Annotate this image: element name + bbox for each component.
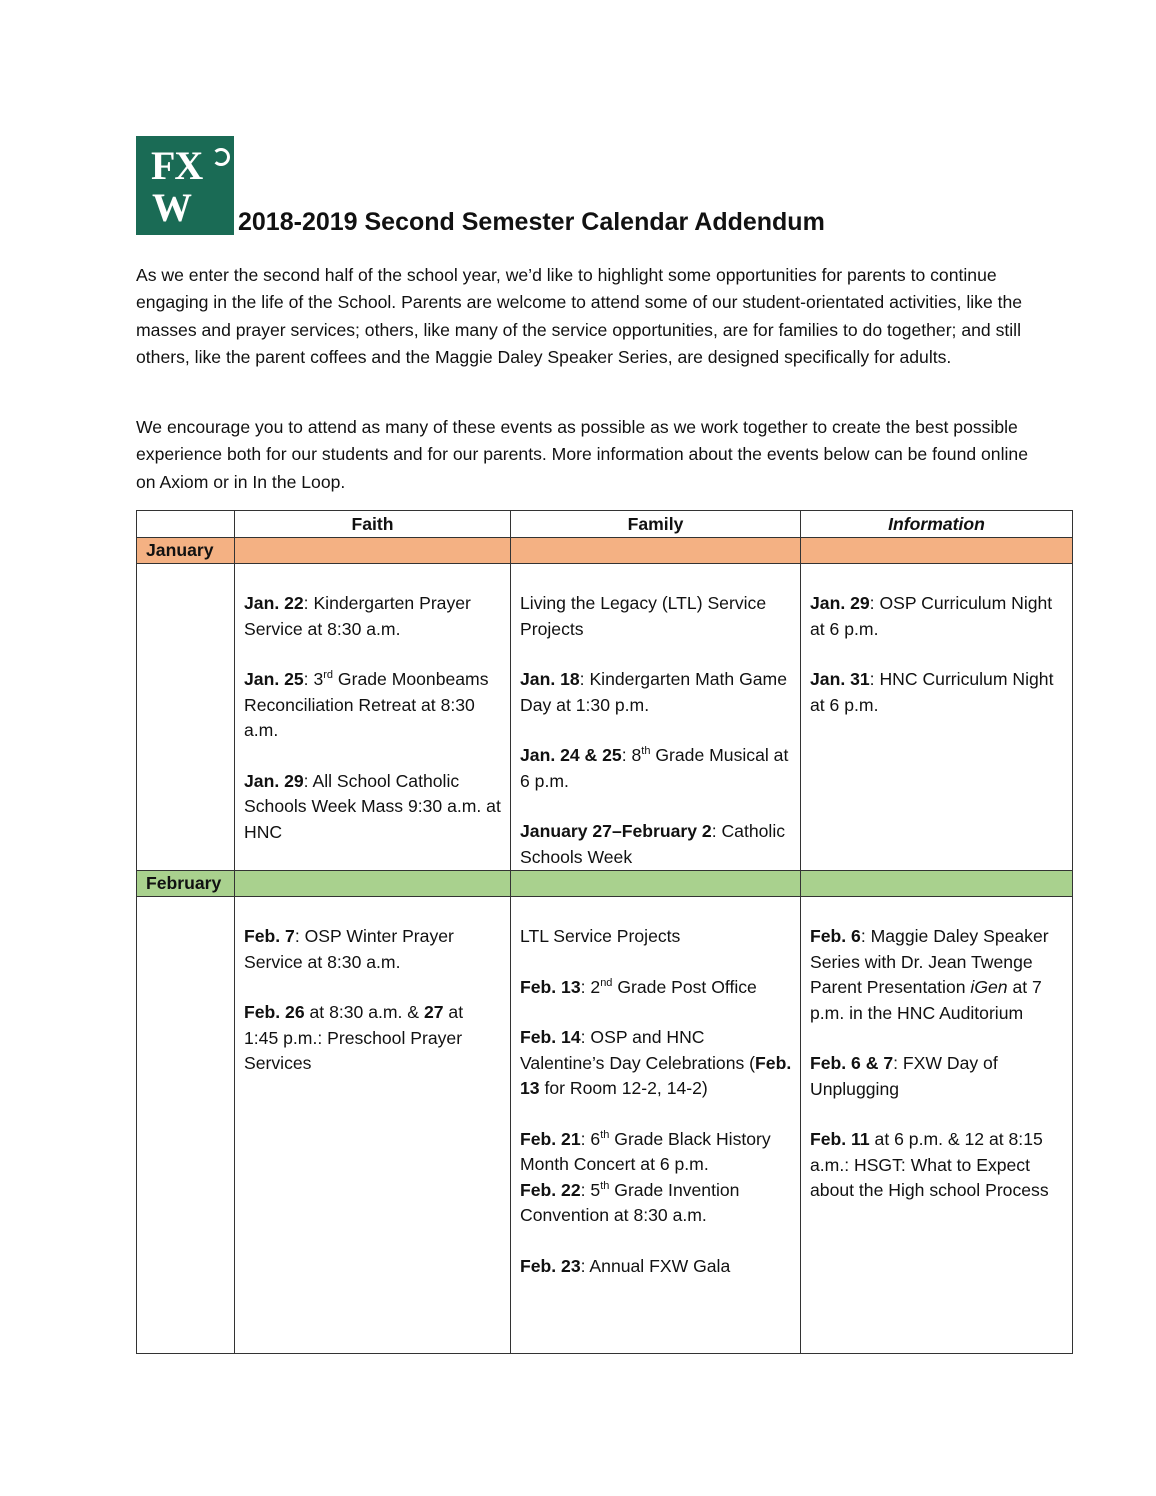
list-item: Feb. 21: 6th Grade Black History Month Concert at 6 p.m. bbox=[520, 1128, 771, 1174]
table-row bbox=[137, 897, 1073, 1354]
month-label-january: January bbox=[137, 538, 235, 564]
list-item: Jan. 31: HNC Curriculum Night at 6 p.m. bbox=[810, 669, 1054, 715]
page-title: 2018-2019 Second Semester Calendar Addendum bbox=[238, 208, 825, 236]
list-item: Feb. 23: Annual FXW Gala bbox=[520, 1255, 731, 1276]
list-item: Feb. 13: 2nd Grade Post Office bbox=[520, 976, 757, 997]
list-item: Jan. 18: Kindergarten Math Game Day at 1:30 p.m. bbox=[520, 669, 787, 715]
table-row bbox=[137, 564, 1073, 871]
list-item: Jan. 29: All School Catholic Schools Week Mass 9:30 a.m. at HNC bbox=[244, 770, 501, 842]
table-header-row bbox=[137, 511, 1073, 538]
list-item: Feb. 26 at 8:30 a.m. & 27 at 1:45 p.m.: Preschool Prayer Services bbox=[244, 1002, 464, 1073]
list-item: LTL Service Projects bbox=[520, 926, 681, 946]
intro-paragraph-2: We encourage you to attend as many of these events as possible as we work together to create the best possible experience both for our students and for our parents. More information about the events below can be found online on Axiom or in In the Loop. bbox=[136, 417, 1028, 492]
header-information: Information bbox=[801, 511, 1073, 538]
header-family: Family bbox=[511, 511, 801, 538]
intro-paragraph-1: As we enter the second half of the school year, we’d like to highlight some opportunities for parents to continue engaging in the life of the School. Parents are welcome to attend some of our student-orientated activities, like the masses and prayer services; others, like many of the service opportunities, are for families to do together; and still others, like the parent coffees and the Maggie Daley Speaker Series, are designed specifically for adults. bbox=[136, 265, 1023, 367]
list-item: Jan. 24 & 25: 8th Grade Musical at 6 p.m. bbox=[520, 745, 789, 791]
header-blank bbox=[137, 511, 235, 538]
swirl-icon bbox=[212, 148, 230, 166]
list-item: Feb. 11 at 6 p.m. & 12 at 8:15 a.m.: HSGT: What to Expect about the High school Process bbox=[810, 1129, 1049, 1200]
february-faith-cell bbox=[235, 897, 511, 1354]
list-item: Feb. 6 & 7: FXW Day of Unplugging bbox=[810, 1053, 998, 1099]
january-family-cell bbox=[511, 564, 801, 871]
february-family-cell bbox=[511, 897, 801, 1354]
list-item: Living the Legacy (LTL) Service Projects bbox=[520, 593, 767, 639]
february-information-cell bbox=[801, 897, 1073, 1354]
list-item: Jan. 25: 3rd Grade Moonbeams Reconciliation Retreat at 8:30 a.m. bbox=[244, 669, 489, 740]
list-item: Jan. 29: OSP Curriculum Night at 6 p.m. bbox=[810, 593, 1053, 639]
list-item: Feb. 7: OSP Winter Prayer Service at 8:30 a.m. bbox=[244, 926, 454, 972]
january-faith-cell bbox=[235, 564, 511, 871]
logo-line-1: FX bbox=[151, 143, 203, 188]
month-label-february: February bbox=[137, 871, 235, 897]
header-faith: Faith bbox=[235, 511, 511, 538]
fxw-logo bbox=[136, 136, 234, 235]
january-information-cell bbox=[801, 564, 1073, 871]
month-row-january bbox=[137, 538, 1073, 564]
list-item: Jan. 22: Kindergarten Prayer Service at 8:30 a.m. bbox=[244, 593, 471, 639]
list-item: Feb. 14: OSP and HNC Valentine’s Day Celebrations (Feb. 13 for Room 12-2, 14-2) bbox=[520, 1027, 792, 1098]
list-item: Feb. 22: 5th Grade Invention Convention at 8:30 a.m. bbox=[520, 1179, 740, 1225]
list-item: Feb. 6: Maggie Daley Speaker Series with Dr. Jean Twenge Parent Presentation iGen at 7 p.m. in the HNC Auditorium bbox=[810, 926, 1049, 1023]
month-row-february bbox=[137, 871, 1073, 897]
logo-line-2: W bbox=[152, 185, 192, 230]
calendar-table bbox=[136, 510, 1073, 1354]
list-item: January 27–February 2: Catholic Schools Week bbox=[520, 821, 786, 867]
